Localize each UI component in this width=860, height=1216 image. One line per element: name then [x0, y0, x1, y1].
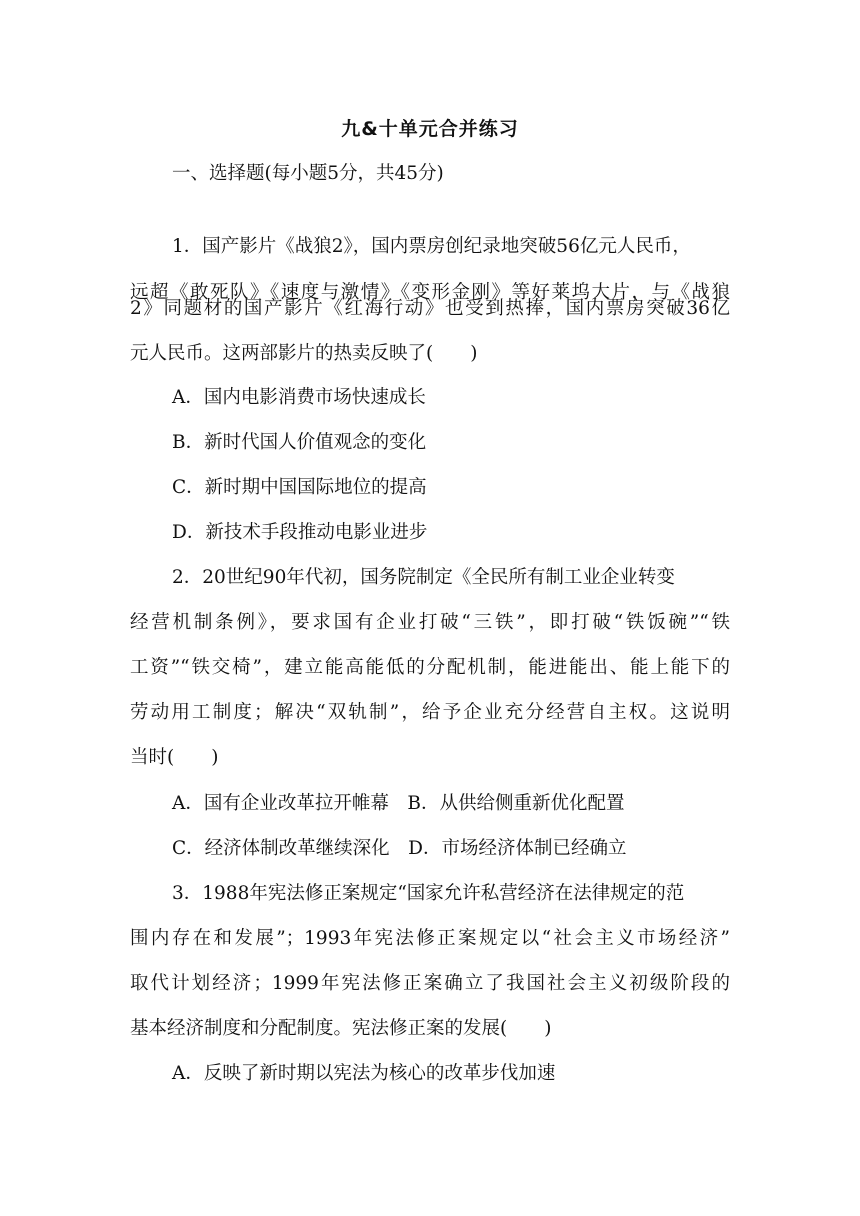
- section-heading: 一、选择题(每小题5分，共45分): [172, 163, 444, 184]
- question-1-line-3: 2》同题材的国产影片《红海行动》也受到热捧，国内票房突破36亿: [130, 298, 730, 319]
- question-2-options-row-2: C．经济体制改革继续深化 D．市场经济体制已经确立: [172, 838, 627, 859]
- question-3-line-1: 3．1988年宪法修正案规定“国家允许私营经济在法律规定的范: [172, 883, 685, 904]
- question-1-line-2: 远超《敢死队》《速度与激情》《变形金刚》等好莱坞大片，与《战狼: [130, 282, 730, 303]
- question-2-line-5: 当时( ): [130, 747, 219, 768]
- question-2-options-row-1: A．国有企业改革拉开帷幕 B．从供给侧重新优化配置: [172, 793, 625, 814]
- question-1-option-c: C．新时期中国国际地位的提高: [172, 477, 427, 498]
- question-2-line-2: 经营机制条例》，要求国有企业打破“三铁”，即打破“铁饭碗”“铁: [130, 612, 730, 633]
- question-1-option-d: D．新技术手段推动电影业进步: [172, 522, 428, 543]
- document-title: 九&十单元合并练习: [341, 118, 519, 140]
- question-1-option-b: B．新时代国人价值观念的变化: [172, 432, 427, 453]
- question-3-option-a: A．反映了新时期以宪法为核心的改革步伐加速: [172, 1063, 556, 1084]
- question-1-option-a: A．国内电影消费市场快速成长: [172, 387, 426, 408]
- question-3-line-2: 围内存在和发展”；1993年宪法修正案规定以“社会主义市场经济”: [130, 928, 730, 949]
- question-1-line-4: 元人民币。这两部影片的热卖反映了( ): [130, 343, 478, 364]
- question-1-line-1: 1．国产影片《战狼2》，国内票房创纪录地突破56亿元人民币，: [172, 236, 691, 257]
- question-2-line-4: 劳动用工制度；解决“双轨制”，给予企业充分经营自主权。这说明: [130, 702, 730, 723]
- question-3-line-3: 取代计划经济；1999年宪法修正案确立了我国社会主义初级阶段的: [130, 973, 730, 994]
- question-2-line-3: 工资”“铁交椅”，建立能高能低的分配机制，能进能出、能上能下的: [130, 657, 730, 678]
- question-3-line-4: 基本经济制度和分配制度。宪法修正案的发展( ): [130, 1018, 552, 1039]
- question-2-line-1: 2．20世纪90年代初，国务院制定《全民所有制工业企业转变: [172, 567, 675, 588]
